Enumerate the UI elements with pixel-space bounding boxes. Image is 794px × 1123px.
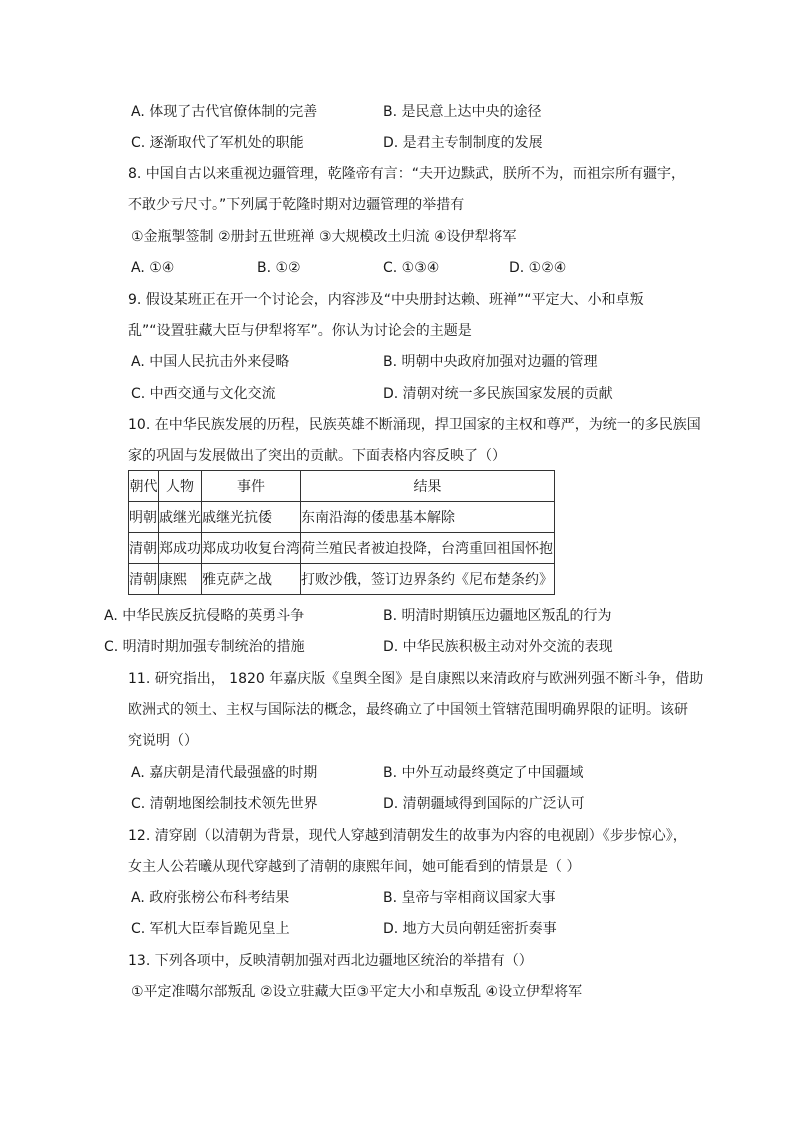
q12-stem-line1: 12. 清穿剧（以清朝为背景，现代人穿越到清朝发生的故事为内容的电视剧）《步步惊心》， bbox=[128, 828, 687, 844]
q10-option-c: C. 明清时期加强专制统治的措施 bbox=[104, 639, 305, 655]
q11-option-d: D. 清朝疆域得到国际的广泛认可 bbox=[383, 796, 585, 812]
q11-option-a: A. 嘉庆朝是清代最强盛的时期 bbox=[131, 765, 318, 781]
q13-items: ①平定准噶尔部叛乱 ②设立驻藏大臣③平定大小和卓叛乱 ④设立伊犁将军 bbox=[131, 984, 583, 1000]
table-cell-result: 东南沿海的倭患基本解除 bbox=[301, 502, 555, 533]
q10-option-b: B. 明清时期镇压边疆地区叛乱的行为 bbox=[383, 608, 612, 624]
table-cell-person: 康熙 bbox=[159, 564, 202, 595]
q10-stem-line1: 10. 在中华民族发展的历程，民族英雄不断涌现，捍卫国家的主权和尊严，为统一的多民族国 bbox=[128, 417, 701, 433]
table-header-person: 人物 bbox=[159, 471, 202, 502]
table-cell-event: 戚继光抗倭 bbox=[202, 502, 301, 533]
q9-option-c: C. 中西交通与文化交流 bbox=[131, 386, 276, 402]
table-cell-person: 郑成功 bbox=[159, 533, 202, 564]
q11-stem-line1: 11. 研究指出， 1820 年嘉庆版《皇舆全图》是自康熙以来清政府与欧洲列强不断斗争，借助 bbox=[128, 671, 704, 687]
table-header-row bbox=[129, 471, 555, 502]
q11-stem-line3: 究说明（） bbox=[128, 733, 198, 749]
q9-stem-line1: 9. 假设某班正在开一个讨论会，内容涉及“中央册封达赖、班禅”“平定大、小和卓叛 bbox=[128, 292, 644, 308]
q10-stem-line2: 家的巩固与发展做出了突出的贡献。下面表格内容反映了（） bbox=[128, 448, 506, 464]
table-row bbox=[129, 533, 555, 564]
table-row bbox=[129, 564, 555, 595]
table-cell-event: 郑成功收复台湾 bbox=[202, 533, 301, 564]
q7-option-d: D. 是君主专制制度的发展 bbox=[383, 135, 543, 151]
table-cell-result: 荷兰殖民者被迫投降，台湾重回祖国怀抱 bbox=[301, 533, 555, 564]
table-row bbox=[129, 502, 555, 533]
q9-option-d: D. 清朝对统一多民族国家发展的贡献 bbox=[383, 386, 613, 402]
q8-stem-line2: 不敢少亏尺寸。”下列属于乾隆时期对边疆管理的举措有 bbox=[128, 197, 465, 213]
table-header-result: 结果 bbox=[301, 471, 555, 502]
table-cell-event: 雅克萨之战 bbox=[202, 564, 301, 595]
q8-option-c: C. ①③④ bbox=[383, 260, 440, 276]
q7-option-b: B. 是民意上达中央的途径 bbox=[383, 104, 542, 120]
table-header-event: 事件 bbox=[202, 471, 301, 502]
q8-option-a: A. ①④ bbox=[131, 260, 175, 276]
table-header-dynasty: 朝代 bbox=[129, 471, 159, 502]
q8-items: ①金瓶掣签制 ②册封五世班禅 ③大规模改土归流 ④设伊犁将军 bbox=[131, 229, 517, 245]
history-events-table bbox=[128, 470, 555, 595]
q12-option-b: B. 皇帝与宰相商议国家大事 bbox=[383, 890, 556, 906]
q7-option-a: A. 体现了古代官僚体制的完善 bbox=[131, 104, 318, 120]
q7-option-c: C. 逐渐取代了军机处的职能 bbox=[131, 135, 304, 151]
q8-stem-line1: 8. 中国自古以来重视边疆管理，乾隆帝有言：“夫开边黩武，朕所不为，而祖宗所有疆宇， bbox=[128, 166, 686, 182]
q8-option-b: B. ①② bbox=[257, 260, 301, 276]
q9-option-a: A. 中国人民抗击外来侵略 bbox=[131, 354, 290, 370]
table-cell-result: 打败沙俄，签订边界条约《尼布楚条约》 bbox=[301, 564, 555, 595]
q8-option-d: D. ①②④ bbox=[509, 260, 567, 276]
q12-option-c: C. 军机大臣奉旨跪见皇上 bbox=[131, 921, 290, 937]
q12-stem-line2: 女主人公若曦从现代穿越到了清朝的康熙年间，她可能看到的情景是（ ） bbox=[128, 859, 581, 875]
q12-option-d: D. 地方大员向朝廷密折奏事 bbox=[383, 921, 557, 937]
table-cell-person: 戚继光 bbox=[159, 502, 202, 533]
q10-option-a: A. 中华民族反抗侵略的英勇斗争 bbox=[104, 608, 305, 624]
q11-option-c: C. 清朝地图绘制技术领先世界 bbox=[131, 796, 318, 812]
table-cell-dynasty: 明朝 bbox=[129, 502, 159, 533]
q9-stem-line2: 乱”“设置驻藏大臣与伊犁将军”。你认为讨论会的主题是 bbox=[128, 323, 472, 339]
q12-option-a: A. 政府张榜公布科考结果 bbox=[131, 890, 290, 906]
q9-option-b: B. 明朝中央政府加强对边疆的管理 bbox=[383, 354, 598, 370]
q13-stem-line1: 13. 下列各项中，反映清朝加强对西北边疆地区统治的举措有（） bbox=[128, 953, 533, 969]
table-cell-dynasty: 清朝 bbox=[129, 533, 159, 564]
q11-option-b: B. 中外互动最终奠定了中国疆域 bbox=[383, 765, 584, 781]
q10-option-d: D. 中华民族积极主动对外交流的表现 bbox=[383, 639, 613, 655]
q11-stem-line2: 欧洲式的领土、主权与国际法的概念，最终确立了中国领土管辖范围明确界限的证明。该研 bbox=[128, 702, 688, 718]
table-cell-dynasty: 清朝 bbox=[129, 564, 159, 595]
